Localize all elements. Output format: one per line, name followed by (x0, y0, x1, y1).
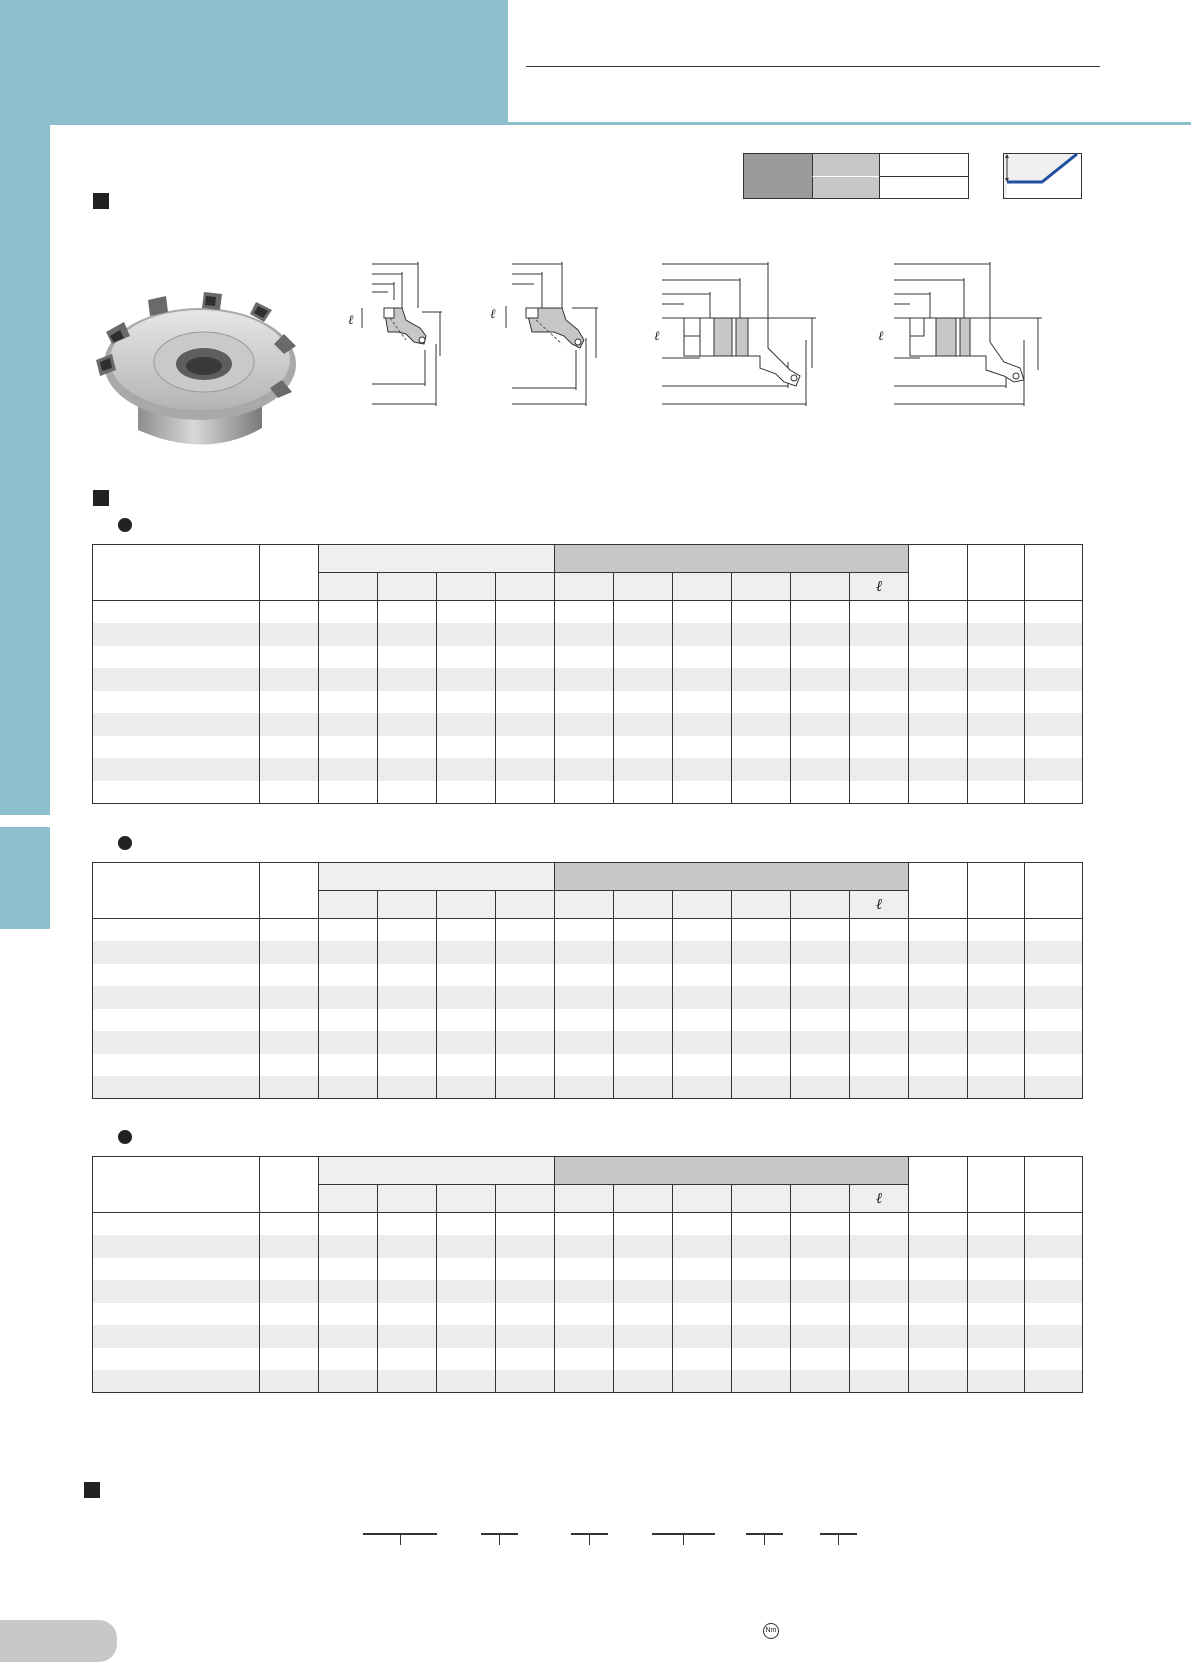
col-header-stock (260, 545, 319, 601)
table-row (93, 919, 1083, 942)
col-header-dimensions (319, 1157, 555, 1185)
parts-tick-4 (683, 1535, 684, 1545)
legend-cell-mid-bottom (812, 176, 879, 198)
col-header-d4 (496, 1185, 555, 1213)
col-header-weight (968, 863, 1025, 919)
table-row (93, 668, 1083, 691)
col-header-d7 (673, 1185, 732, 1213)
table-row (93, 623, 1083, 646)
col-header-d2 (378, 891, 437, 919)
col-header-max-rpm (1025, 545, 1083, 601)
table-row (93, 1009, 1083, 1032)
table-row (93, 1348, 1083, 1371)
col-header-d2 (378, 1185, 437, 1213)
col-header-dimensions-shaded (555, 863, 909, 891)
col-header-stock (260, 1157, 319, 1213)
col-header-ell: ℓ (850, 891, 909, 919)
col-header-d8 (732, 1185, 791, 1213)
col-header-max-rpm (1025, 863, 1083, 919)
col-header-model (93, 545, 260, 601)
col-header-model (93, 863, 260, 919)
col-header-weight (968, 1157, 1025, 1213)
table-row (93, 781, 1083, 804)
table-row (93, 758, 1083, 781)
col-header-dimensions-shaded (555, 1157, 909, 1185)
dimension-drawing-4 (874, 258, 1054, 430)
col-header-d9 (791, 1185, 850, 1213)
dimension-drawing-3 (650, 258, 830, 430)
table-row (93, 1235, 1083, 1258)
col-header-d6 (614, 1185, 673, 1213)
material-legend (743, 153, 969, 199)
header-title-rule (526, 66, 1100, 67)
spec-table-1 (92, 544, 1083, 804)
table-row (93, 964, 1083, 987)
section-marker-2 (93, 490, 109, 506)
face-mill-cutter-photo (86, 292, 308, 452)
dimension-drawing-1 (340, 258, 460, 430)
col-header-d3 (437, 1185, 496, 1213)
col-header-d3 (437, 891, 496, 919)
col-header-d5 (555, 573, 614, 601)
table-row (93, 1054, 1083, 1077)
parts-tick-6 (838, 1535, 839, 1545)
col-header-d2 (378, 573, 437, 601)
col-header-d7 (673, 573, 732, 601)
legend-cell-blank-top (879, 154, 968, 176)
ell-label-4: ℓ (878, 329, 884, 344)
col-header-d9 (791, 891, 850, 919)
subsection-marker-2 (118, 836, 132, 850)
table-row (93, 941, 1083, 964)
col-header-ell: ℓ (850, 573, 909, 601)
col-header-max-rpm (1025, 1157, 1083, 1213)
col-header-d1 (319, 1185, 378, 1213)
col-header-model (93, 1157, 260, 1213)
table-row (93, 1370, 1083, 1393)
spec-table-2 (92, 862, 1083, 1099)
section-marker-1 (93, 193, 109, 209)
table-row (93, 1325, 1083, 1348)
col-header-stock (260, 863, 319, 919)
subsection-marker-3 (118, 1130, 132, 1144)
subsection-marker-1 (118, 518, 132, 532)
dimension-drawing-2 (482, 258, 612, 430)
col-header-weight (968, 545, 1025, 601)
ell-label-1: ℓ (348, 313, 354, 328)
parts-tick-2 (499, 1535, 500, 1545)
col-header-d3 (437, 573, 496, 601)
page-number-tab (0, 1620, 117, 1662)
col-header-d4 (496, 891, 555, 919)
table-row (93, 1076, 1083, 1099)
header-bottom-rule (508, 122, 1191, 125)
left-side-band (0, 125, 50, 815)
table-row (93, 691, 1083, 714)
table-row (93, 1031, 1083, 1054)
col-header-teeth (909, 863, 968, 919)
col-header-d6 (614, 573, 673, 601)
parts-tick-1 (400, 1535, 401, 1545)
table-row (93, 736, 1083, 759)
col-header-dimensions-shaded (555, 545, 909, 573)
table-row (93, 646, 1083, 669)
cutting-profile-icon (1003, 153, 1082, 199)
col-header-d7 (673, 891, 732, 919)
parts-tick-3 (589, 1535, 590, 1545)
col-header-d6 (614, 891, 673, 919)
col-header-dimensions (319, 545, 555, 573)
col-header-d9 (791, 573, 850, 601)
table-row (93, 1303, 1083, 1326)
col-header-d8 (732, 891, 791, 919)
col-header-d5 (555, 891, 614, 919)
table-row (93, 601, 1083, 624)
legend-cell-blank-bottom (879, 176, 968, 198)
table-row (93, 986, 1083, 1009)
parts-tick-5 (764, 1535, 765, 1545)
table-row (93, 713, 1083, 736)
col-header-d1 (319, 891, 378, 919)
col-header-d1 (319, 573, 378, 601)
col-header-d5 (555, 1185, 614, 1213)
ell-label-2: ℓ (490, 307, 496, 322)
col-header-ell: ℓ (850, 1185, 909, 1213)
legend-cell-dark (744, 154, 812, 198)
left-side-tab[interactable] (0, 827, 50, 929)
section-marker-3 (84, 1482, 100, 1498)
header-band (0, 0, 508, 125)
col-header-teeth (909, 1157, 968, 1213)
table-row (93, 1280, 1083, 1303)
col-header-teeth (909, 545, 968, 601)
torque-nm-icon: Nm (763, 1623, 779, 1639)
spec-table-3 (92, 1156, 1083, 1393)
col-header-dimensions (319, 863, 555, 891)
legend-cell-mid-top (812, 154, 879, 176)
col-header-d4 (496, 573, 555, 601)
table-row (93, 1258, 1083, 1281)
table-row (93, 1213, 1083, 1236)
col-header-d8 (732, 573, 791, 601)
ell-label-3: ℓ (654, 329, 660, 344)
